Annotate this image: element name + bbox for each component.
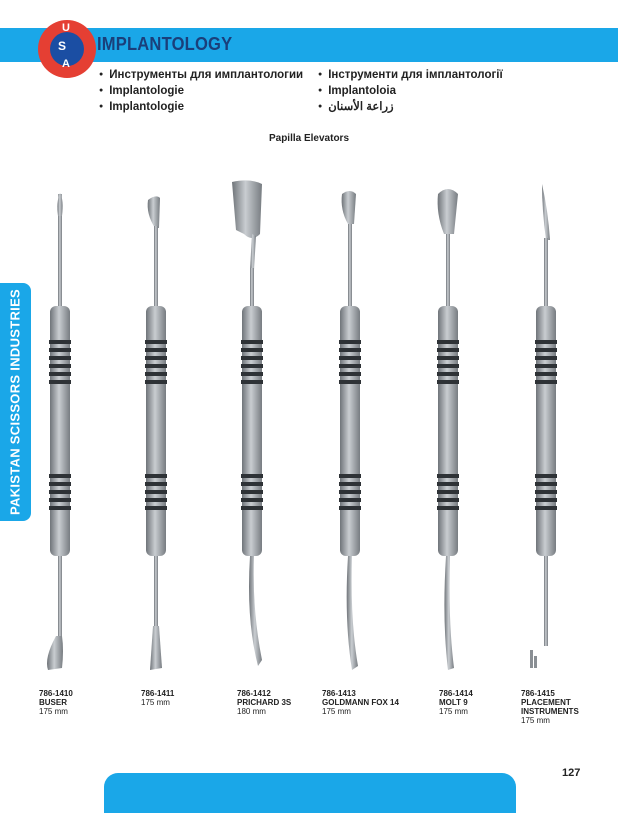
section-title: Papilla Elevators	[268, 133, 350, 144]
language-item: ● Інструменти для імплантології	[318, 68, 503, 84]
instrument-image-placement	[516, 180, 576, 680]
instrument-image-1411	[126, 180, 186, 680]
language-item: ● Implantoloia	[318, 84, 503, 100]
item-code: 786-1412	[237, 689, 271, 698]
item-code: 786-1413	[322, 689, 356, 698]
language-item: ● Инструменты для имплантологии	[99, 68, 303, 84]
instrument-image-goldmann-fox-14	[320, 180, 380, 680]
item-code: 786-1410	[39, 689, 73, 698]
page-title: IMPLANTOLOGY	[97, 34, 233, 54]
item-name: PLACEMENT INSTRUMENTS	[521, 698, 579, 716]
instrument-image-molt-9	[418, 180, 478, 680]
instrument-label-1413	[322, 689, 399, 716]
item-name: BUSER	[39, 698, 68, 707]
item-size: 175 mm	[141, 698, 170, 707]
item-name: GOLDMANN FOX 14	[322, 698, 399, 707]
instrument-label-1410	[39, 689, 73, 716]
item-size: 175 mm	[439, 707, 468, 716]
item-code: 786-1411	[141, 689, 175, 698]
item-name: PRICHARD 3S	[237, 698, 292, 707]
item-size: 175 mm	[521, 716, 550, 725]
footer-bar	[104, 773, 516, 813]
language-list-right	[318, 68, 503, 116]
language-item: ● Implantologie	[99, 100, 303, 116]
item-size: 180 mm	[237, 707, 266, 716]
logo-letter-s: S	[58, 39, 67, 53]
item-size: 175 mm	[39, 707, 68, 716]
page-number: 127	[562, 767, 581, 779]
instrument-label-1412	[237, 689, 291, 716]
instrument-image-buser	[30, 180, 90, 680]
item-size: 175 mm	[322, 707, 351, 716]
instrument-label-1415	[521, 689, 601, 725]
usa-dental-logo	[38, 20, 96, 78]
logo-letter-a: A	[62, 58, 70, 70]
language-list-left	[99, 68, 303, 116]
instrument-label-1414	[439, 689, 473, 716]
logo-letter-u: U	[62, 22, 70, 34]
language-item: ● زراعة الأسنان	[318, 100, 503, 116]
instrument-image-prichard-3s	[222, 180, 282, 680]
item-name: MOLT 9	[439, 698, 468, 707]
instrument-label-1411	[141, 689, 174, 707]
item-code: 786-1415	[521, 689, 555, 698]
language-item: ● Implantologie	[99, 84, 303, 100]
side-tab-label: PAKISTAN SCISSORS INDUSTRIES	[7, 288, 23, 516]
item-code: 786-1414	[439, 689, 473, 698]
